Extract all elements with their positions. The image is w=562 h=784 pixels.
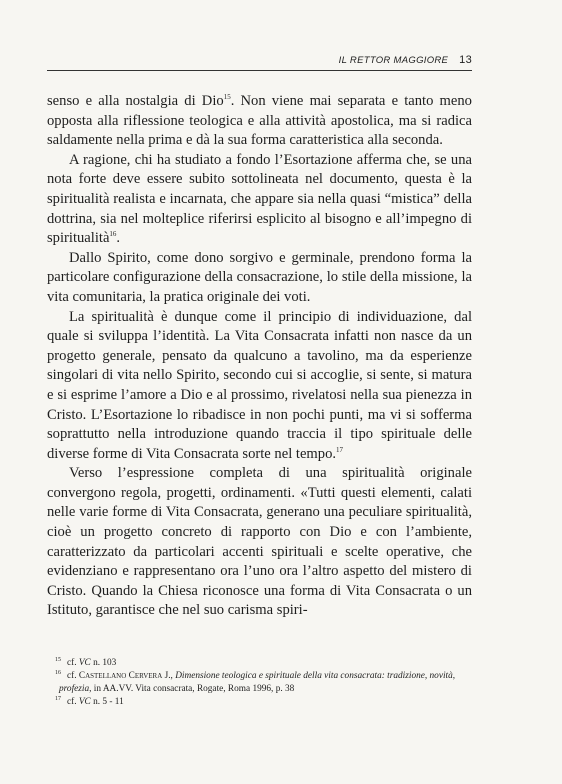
italic-text: VC xyxy=(78,658,91,668)
text-run: Dallo Spirito, come dono sorgivo e germinale, prendono forma la particolare configurazione della consacrazione, lo stile della missione, la vita comunitaria, la pratica originale dei voti. xyxy=(47,249,472,305)
text-run: . Non viene mai separata e tanto meno opposta alla riflessione teologica e alla attività apostolica, ma si radica saldamente nella prima e dà la sua forma caratteristica alla seconda. xyxy=(47,93,472,149)
text-run: senso e alla nostalgia di Dio xyxy=(47,93,224,109)
text-run: n. 5 - 11 xyxy=(90,697,124,707)
italic-text: Dimensione teologica e spirituale della vita consacrata: tradizione, novità, profezia xyxy=(59,671,456,694)
paragraph xyxy=(47,151,472,249)
footnote-number: 16 xyxy=(55,669,61,676)
text-run: J., xyxy=(162,671,176,681)
footnote-ref: 16 xyxy=(109,230,117,239)
footnote xyxy=(47,657,477,670)
text-run: cf. xyxy=(67,671,79,681)
footnote-number: 17 xyxy=(55,695,61,702)
italic-text: VC xyxy=(78,697,91,707)
footnote-ref: 17 xyxy=(336,445,344,454)
footnotes xyxy=(47,657,477,709)
footnote xyxy=(47,670,477,696)
text-run: , in AA.VV. Vita consacrata, Rogate, Roma 1996, p. 38 xyxy=(89,684,295,694)
text-run: n. 103 xyxy=(90,658,117,668)
main-text xyxy=(47,92,472,621)
paragraph xyxy=(47,92,472,151)
text-run: cf. xyxy=(67,697,79,707)
author-name: Castellano Cervera xyxy=(78,671,163,681)
paragraph xyxy=(47,464,472,621)
text-run: . xyxy=(116,230,121,247)
footnote xyxy=(47,696,477,709)
text-run: cf. xyxy=(67,658,79,668)
footnote-number: 15 xyxy=(55,656,61,663)
text-run: Verso l’espressione completa di una spiritualità originale convergono regola, progetti, ordinamenti. «Tutti questi elementi, calati nelle varie forme di Vita Consacrata, generano una peculiare spiritualità, cioè un progetto concreto di rapporto con Dio e con l’ambiente, caratterizzato da particolari accenti spirituali e scelte operative, che evidenziano e rappresentano ora l’uno ora l’altro aspetto del mistero di Cristo. Quando la Chiesa riconosce una forma di Vita Consacrata o un Istituto, garantisce che nel suo carisma spiri- xyxy=(47,465,472,619)
paragraph xyxy=(47,308,472,465)
footnote-ref: 15 xyxy=(223,93,231,102)
paragraph xyxy=(47,249,472,308)
text-run: A ragione, chi ha studiato a fondo l’Esortazione afferma che, se una nota forte deve essere subito sottolineata nel documento, questa è la spiritualità realista e incarnata, che appare sia nella quasi “mistica” della dottrina, sia nel molteplice riferirsi esplicito al bisogno e all’impegno di spiritualità xyxy=(47,151,472,247)
running-title: IL RETTOR MAGGIORE xyxy=(338,55,449,66)
running-header xyxy=(47,54,472,71)
text-run: La spiritualità è dunque come il principio di individuazione, dal quale si sviluppa l’identità. La Vita Consacrata infatti non nasce da un progetto generale, pensato da qualcuno a tavolino, ma da esperienze singolari di vita nello Spirito, secondo cui si accoglie, si sente, si matura e si esprime l’amore a Dio e al prossimo, rivelatosi nella sua pienezza in Cristo. L’Esortazione lo ribadisce in non pochi punti, ma vi si sofferma soprattutto nella introduzione quando traccia il tipo spirituale delle diverse forme di Vita Consacrata sorte nel tempo. xyxy=(47,308,472,462)
page-number: 13 xyxy=(459,54,472,66)
